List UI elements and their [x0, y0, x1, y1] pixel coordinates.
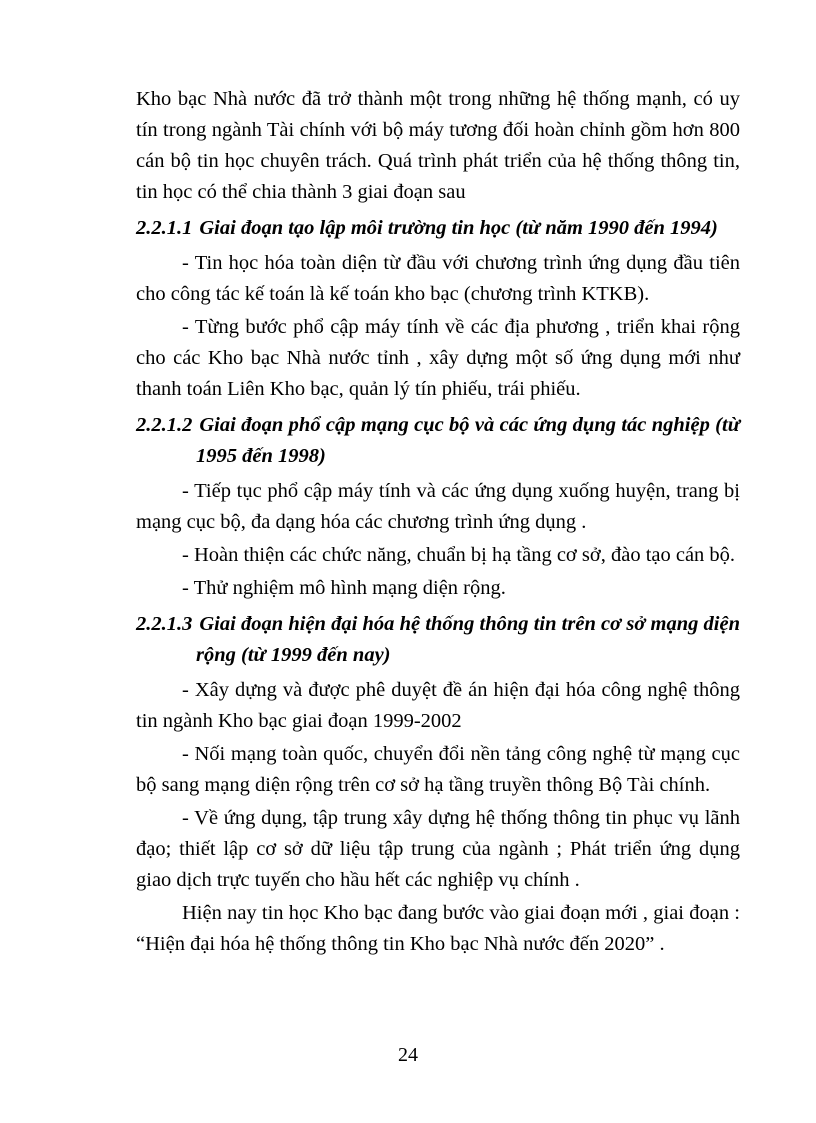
closing-paragraph: Hiện nay tin học Kho bạc đang bước vào giai đoạn mới , giai đoạn : “Hiện đại hóa hệ thống thông tin Kho bạc Nhà nước đến 2020” . — [136, 902, 740, 955]
section-heading-1-title: Giai đoạn tạo lập môi trường tin học (từ năm 1990 đến 1994) — [199, 217, 718, 239]
section-heading-1-number: 2.2.1.1 — [136, 217, 193, 239]
section-3-paragraph-1: - Xây dựng và được phê duyệt đề án hiện đại hóa công nghệ thông tin ngành Kho bạc giai đoạn 1999-2002 — [136, 679, 740, 732]
intro-paragraph: Kho bạc Nhà nước đã trở thành một trong những hệ thống mạnh, có uy tín trong ngành Tài chính với bộ máy tương đối hoàn chỉnh gồm hơn 800 cán bộ tin học chuyên trách. Quá trình phát triển của hệ thống thông tin, tin học có thể chia thành 3 giai đoạn sau — [136, 88, 740, 203]
section-3-paragraph-3: - Về ứng dụng, tập trung xây dựng hệ thống thông tin phục vụ lãnh đạo; thiết lập cơ sở dữ liệu tập trung của ngành ; Phát triển ứng dụng giao dịch trực tuyến cho hầu hết các nghiệp vụ chính . — [136, 807, 740, 891]
page-number: 24 — [398, 1044, 418, 1066]
section-1-paragraph-1: - Tin học hóa toàn diện từ đầu với chương trình ứng dụng đầu tiên cho công tác kế toán là kế toán kho bạc (chương trình KTKB). — [136, 252, 740, 305]
section-heading-2-number: 2.2.1.2 — [136, 414, 193, 436]
section-2-paragraph-2: - Hoàn thiện các chức năng, chuẩn bị hạ tầng cơ sở, đào tạo cán bộ. — [182, 544, 736, 566]
section-1-paragraph-2: - Từng bước phổ cập máy tính về các địa phương , triển khai rộng cho các Kho bạc Nhà nước tỉnh , xây dựng một số ứng dụng mới như thanh toán Liên Kho bạc, quản lý tín phiếu, trái phiếu. — [136, 316, 740, 400]
section-2-paragraph-3: - Thử nghiệm mô hình mạng diện rộng. — [182, 577, 506, 599]
section-2-paragraph-1: - Tiếp tục phổ cập máy tính và các ứng dụng xuống huyện, trang bị mạng cục bộ, đa dạng hóa các chương trình ứng dụng . — [136, 480, 740, 533]
section-3-paragraph-2: - Nối mạng toàn quốc, chuyển đổi nền tảng công nghệ từ mạng cục bộ sang mạng diện rộng trên cơ sở hạ tầng truyền thông Bộ Tài chính. — [136, 743, 740, 796]
section-heading-3 — [136, 609, 740, 671]
section-heading-3-number: 2.2.1.3 — [136, 613, 193, 635]
page-content — [136, 84, 740, 962]
section-heading-2-title: Giai đoạn phổ cập mạng cục bộ và các ứng dụng tác nghiệp (từ 1995 đến 1998) — [196, 414, 740, 467]
section-heading-3-title: Giai đoạn hiện đại hóa hệ thống thông tin trên cơ sở mạng diện rộng (từ 1999 đến nay) — [196, 613, 740, 666]
section-heading-2 — [136, 410, 740, 472]
section-heading-1 — [136, 213, 740, 244]
